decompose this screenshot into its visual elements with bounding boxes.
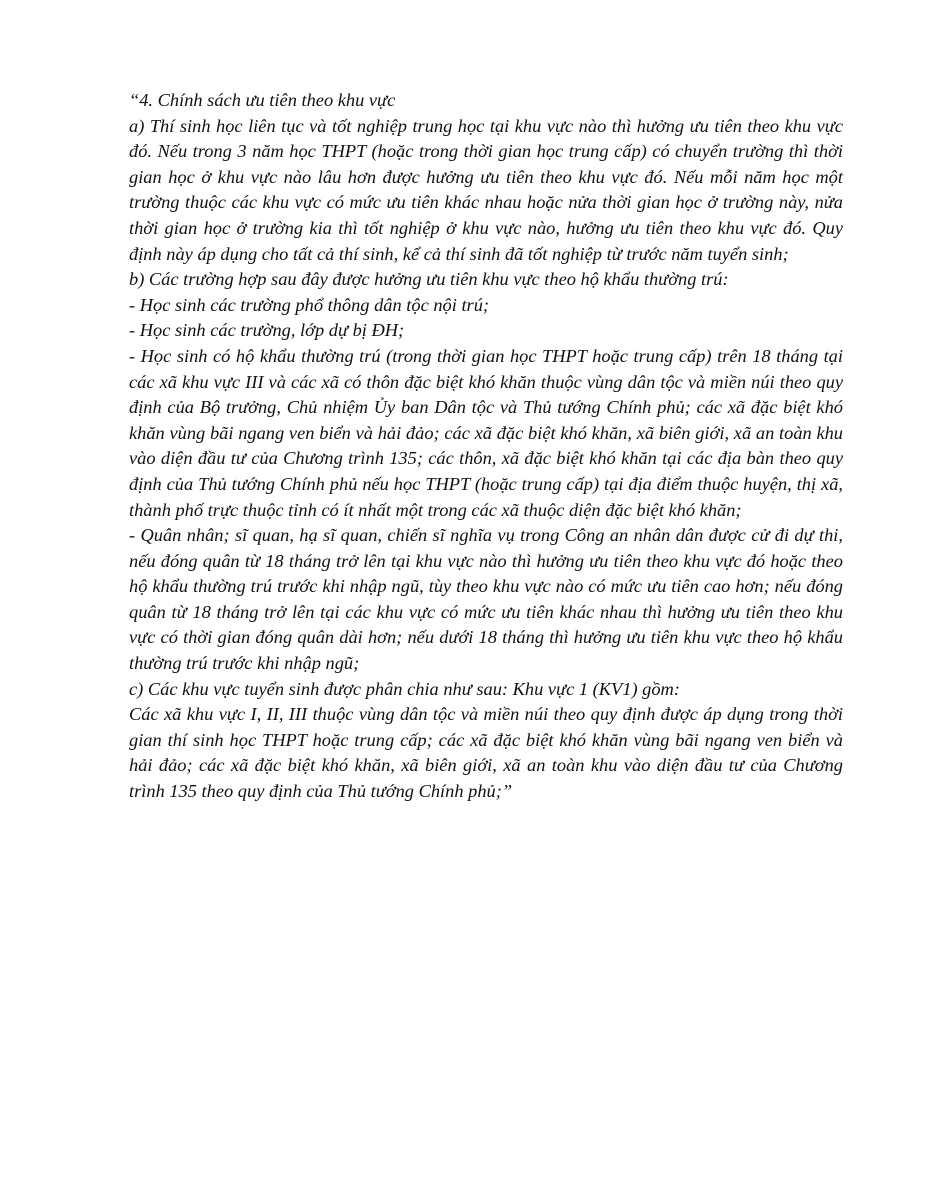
section-heading: “4. Chính sách ưu tiên theo khu vực — [129, 90, 396, 110]
paragraph-kv1-definition: Các xã khu vực I, II, III thuộc vùng dân tộc và miền núi theo quy định được áp dụng trong thời gian thí sinh học THPT hoặc trung cấp; các xã đặc biệt khó khăn vùng bãi ngang ven biển và hải đảo; các xã đặc biệt khó khăn, xã biên giới, xã an toàn khu vào diện đầu tư của Chương trình 135 theo quy định của Thủ tướng Chính phủ;” — [129, 704, 843, 802]
document-body — [129, 88, 843, 805]
list-item-boarding-schools: - Học sinh các trường phổ thông dân tộc nội trú; — [129, 294, 490, 315]
list-item-residence-students: - Học sinh có hộ khẩu thường trú (trong thời gian học THPT hoặc trung cấp) trên 18 tháng tại các xã khu vực III và các xã có thôn đặc biệt khó khăn thuộc vùng dân tộc và miền núi theo quy định của Bộ trưởng, Chủ nhiệm Ủy ban Dân tộc và Thủ tướng Chính phủ; các xã đặc biệt khó khăn vùng bãi ngang ven biển và hải đảo; các xã đặc biệt khó khăn, xã biên giới, xã an toàn khu vào diện đầu tư của Chương trình 135; các thôn, xã đặc biệt khó khăn tại các địa bàn theo quy định của Thủ tướng Chính phủ nếu học THPT (hoặc trung cấp) tại địa điểm thuộc huyện, thị xã, thành phố trực thuộc tỉnh có ít nhất một trong các xã thuộc diện đặc biệt khó khăn; — [129, 345, 843, 520]
paragraph-b: b) Các trường hợp sau đây được hưởng ưu tiên khu vực theo hộ khẩu thường trú: — [129, 269, 729, 290]
paragraph-c: c) Các khu vực tuyển sinh được phân chia như sau: Khu vực 1 (KV1) gồm: — [129, 678, 680, 699]
paragraph-a: a) Thí sinh học liên tục và tốt nghiệp trung học tại khu vực nào thì hưởng ưu tiên theo khu vực đó. Nếu trong 3 năm học THPT (hoặc trong thời gian học trung cấp) có chuyển trường thì thời gian học ở khu vực nào lâu hơn được hưởng ưu tiên theo khu vực đó. Nếu mỗi năm học một trường thuộc các khu vực có mức ưu tiên khác nhau hoặc nửa thời gian học ở trường này, nửa thời gian học ở trường kia thì tốt nghiệp ở khu vực nào, hưởng ưu tiên theo khu vực đó. Quy định này áp dụng cho tất cả thí sinh, kể cả thí sinh đã tốt nghiệp từ trước năm tuyển sinh; — [129, 115, 843, 264]
list-item-preparatory-schools: - Học sinh các trường, lớp dự bị ĐH; — [129, 320, 405, 341]
list-item-military: - Quân nhân; sĩ quan, hạ sĩ quan, chiến sĩ nghĩa vụ trong Công an nhân dân được cử đi dự thi, nếu đóng quân từ 18 tháng trở lên tại khu vực nào thì hưởng ưu tiên theo khu vực đó hoặc theo hộ khẩu thường trú trước khi nhập ngũ, tùy theo khu vực nào có mức ưu tiên cao hơn; nếu đóng quân từ 18 tháng trở lên tại các khu vực có mức ưu tiên khác nhau thì hưởng ưu tiên theo khu vực có thời gian đóng quân dài hơn; nếu dưới 18 tháng thì hưởng ưu tiên khu vực theo hộ khẩu thường trú trước khi nhập ngũ; — [129, 525, 843, 674]
